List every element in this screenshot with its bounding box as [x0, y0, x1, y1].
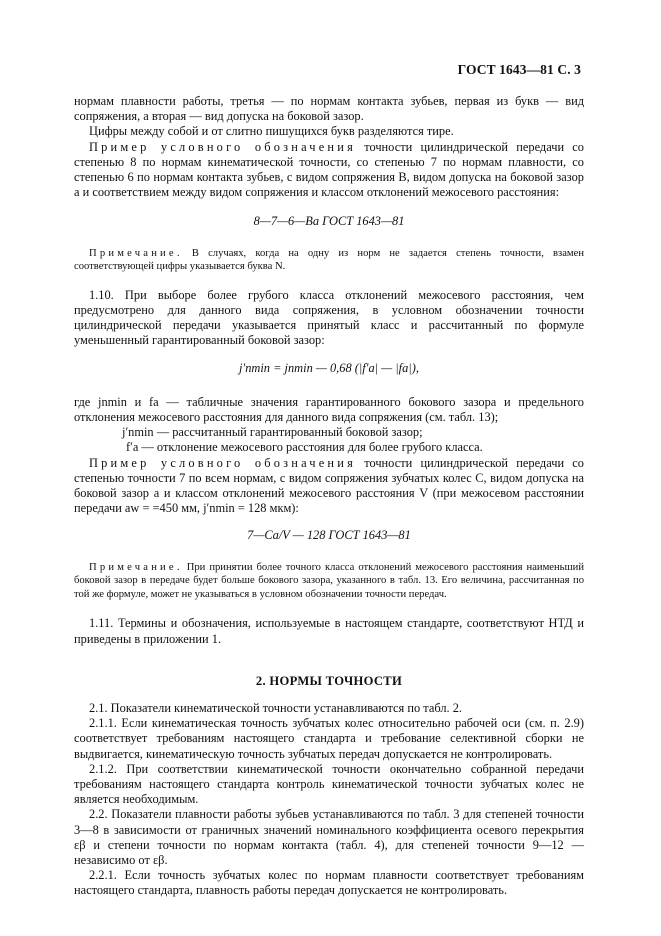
- paragraph: 2.1.2. При соответствии кинематической точности окончательно собранной передачи требованиям настоящего стандарта контроль кинематической точности зубчатых колес не является необходимым.: [74, 761, 584, 807]
- note-lead: Примечание.: [89, 561, 183, 573]
- legend-item: j′nmin — рассчитанный гарантированный боковой зазор;: [122, 425, 423, 440]
- example-text: точности цилиндрической передачи со степенью 8 по нормам кинематической точности, со степенью 7 по нормам плавности, со степенью 6 по нормам контакта зубьев, с видом сопряжения B, видом допуска на боковой зазор a и соответствием между видом сопряжения и классом отклонений межосевого расстояния:: [74, 139, 584, 200]
- document-body: [74, 94, 584, 899]
- example-lead: Пример условного обозначения: [89, 139, 356, 154]
- example-paragraph: [74, 456, 584, 517]
- legend-item: f′a — отклонение межосевого расстояния для более грубого класса.: [126, 440, 483, 455]
- paragraph: 2.2. Показатели плавности работы зубьев устанавливаются по табл. 3 для степеней точности 3—8 в зависимости от граничных значений номинального коэффициента осевого перекрытия εβ и степени точности по нормам контакта (табл. 4), для степеней точности 9—12 — независимо от εβ.: [74, 807, 584, 868]
- legend-item: где jnmin и fa — табличные значения гарантированного бокового зазора и предельного отклонения межосевого расстояния для данного вида сопряжения (см. табл. 13);: [74, 394, 584, 425]
- example-text: точности цилиндрической передачи со степенью точности 7 по всем нормам, с видом сопряжения зубчатых колес C, видом допуска на боковой зазор a и классом отклонений межосевого расстояния V (при межосевом расстоянии передачи aw = =450 мм, j′nmin = 128 мкм):: [74, 455, 584, 516]
- paragraph: 2.1.1. Если кинематическая точность зубчатых колес относительно рабочей оси (см. п. 2.9) соответствует требованиям настоящего стандарта и требование селективной сборки не выдвигается, кинематическую точность зубчатых передач допускается не контролировать.: [74, 716, 584, 761]
- note: [74, 561, 584, 602]
- paragraph: 1.10. При выборе более грубого класса отклонений межосевого расстояния, чем предусмотрено для данного вида сопряжения, в условном обозначении точности цилиндрической передачи указывается принятый класс и рассчитанный по формуле уменьшенный гарантированный боковой зазор:: [74, 287, 584, 348]
- note-lead: Примечание.: [89, 247, 183, 259]
- example-paragraph: [74, 140, 584, 201]
- paragraph: 2.2.1. Если точность зубчатых колес по нормам плавности соответствует требованиям настоящего стандарта, плавность работы передач допускается не контролировать.: [74, 868, 584, 898]
- page-header: ГОСТ 1643—81 С. 3: [457, 62, 581, 77]
- section-heading: 2. НОРМЫ ТОЧНОСТИ: [255, 673, 403, 688]
- formula: 8—7—6—Ba ГОСТ 1643—81: [253, 214, 405, 229]
- note-text: При принятии более точного класса отклонений межосевого расстояния наименьший боковой зазор в передаче будет больше бокового зазора, указанного в табл. 13. Его величина, рассчитанная по той же формуле, может не указываться в условном обозначении точности передач.: [74, 561, 584, 600]
- formula: 7—Ca/V — 128 ГОСТ 1643—81: [247, 528, 411, 543]
- note: [74, 247, 584, 274]
- paragraph: Цифры между собой и от слитно пишущихся букв разделяются тире.: [89, 124, 454, 139]
- note-text: В случаях, когда на одну из норм не задается степень точности, взамен соответствующей цифры указывается буква N.: [74, 247, 584, 273]
- example-lead: Пример условного обозначения: [89, 455, 356, 470]
- formula-legend: [74, 395, 584, 456]
- formula: j′nmin = jnmin — 0,68 (|f′a| — |fa|),: [239, 360, 419, 375]
- paragraph: 1.11. Термины и обозначения, используемые в настоящем стандарте, соответствуют НТД и приведены в приложении 1.: [74, 616, 584, 646]
- paragraph: нормам плавности работы, третья — по нормам контакта зубьев, первая из букв — вид сопряжения, а вторая — вид допуска на боковой зазор.: [74, 94, 584, 124]
- paragraph: 2.1. Показатели кинематической точности устанавливаются по табл. 2.: [89, 701, 463, 716]
